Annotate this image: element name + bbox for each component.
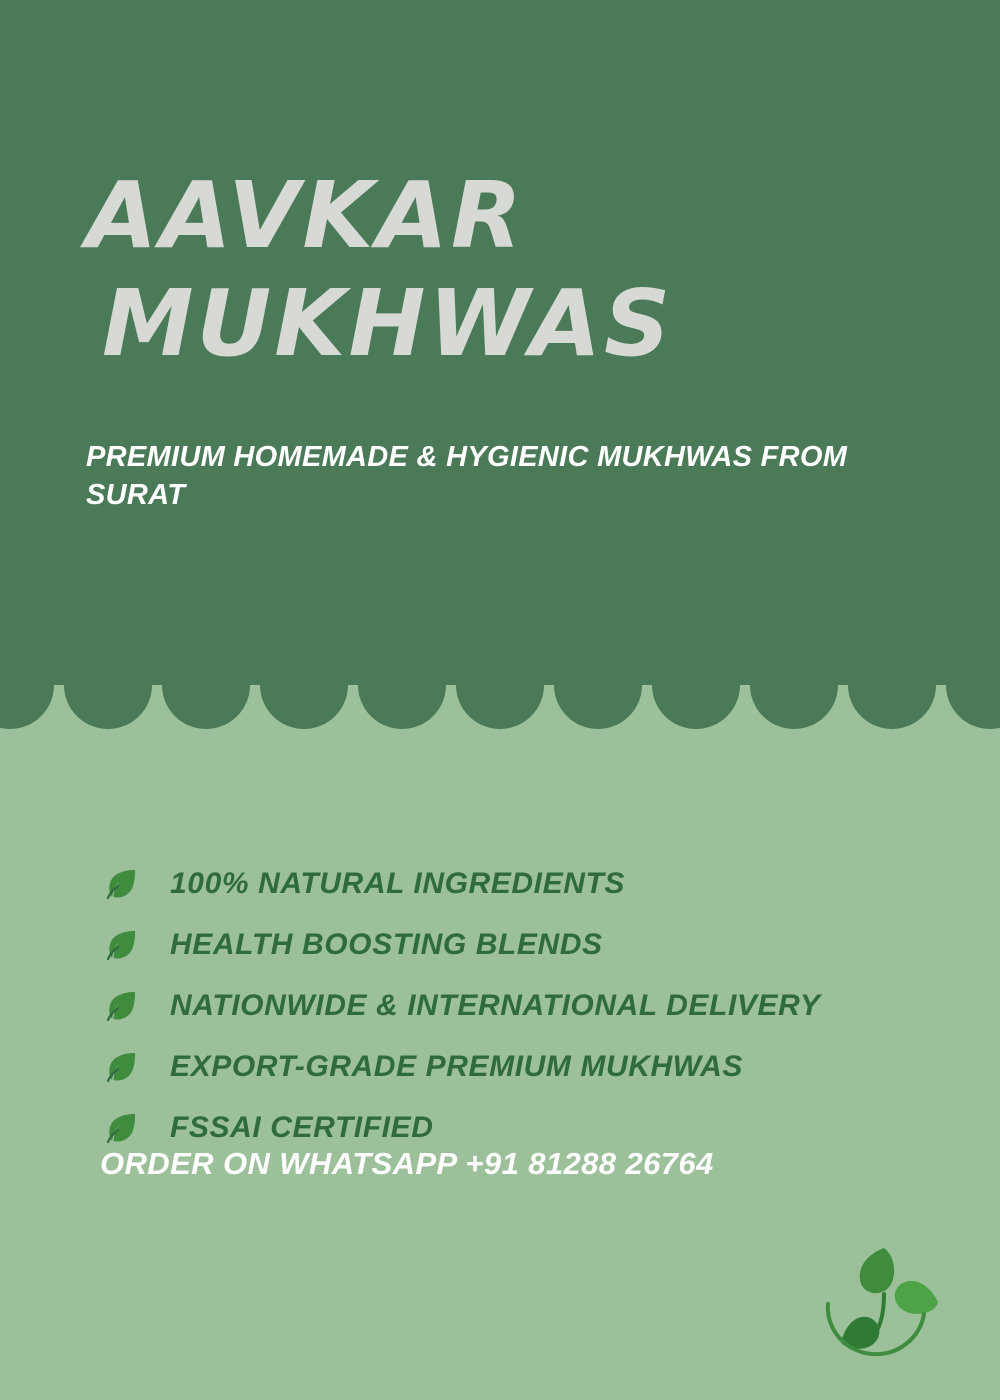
feature-label: FSSAI CERTIFIED [170, 1111, 434, 1144]
feature-list [100, 858, 960, 1163]
poster-subtitle: PREMIUM HOMEMADE & HYGIENIC MUKHWAS FROM SURAT [86, 441, 848, 511]
feature-label: EXPORT-GRADE PREMIUM MUKHWAS [170, 1050, 743, 1083]
brand-line-2: MUKHWAS [102, 270, 674, 377]
list-item [100, 1041, 960, 1093]
leaf-icon [100, 923, 144, 967]
three-leaf-logo-icon [820, 1232, 950, 1362]
whatsapp-order-text: ORDER ON WHATSAPP +91 81288 26764 [100, 1146, 714, 1181]
brand-headline [86, 162, 926, 378]
leaf-icon [100, 1045, 144, 1089]
list-item [100, 858, 960, 910]
feature-label: 100% NATURAL INGREDIENTS [170, 867, 626, 900]
list-item [100, 980, 960, 1032]
list-item [100, 919, 960, 971]
leaf-icon [100, 862, 144, 906]
feature-label: NATIONWIDE & INTERNATIONAL DELIVERY [170, 989, 821, 1022]
feature-label: HEALTH BOOSTING BLENDS [170, 928, 603, 961]
scalloped-divider [0, 683, 1000, 729]
leaf-icon [100, 1106, 144, 1150]
leaf-icon [100, 984, 144, 1028]
brand-line-1: AAVKAR [86, 162, 525, 269]
